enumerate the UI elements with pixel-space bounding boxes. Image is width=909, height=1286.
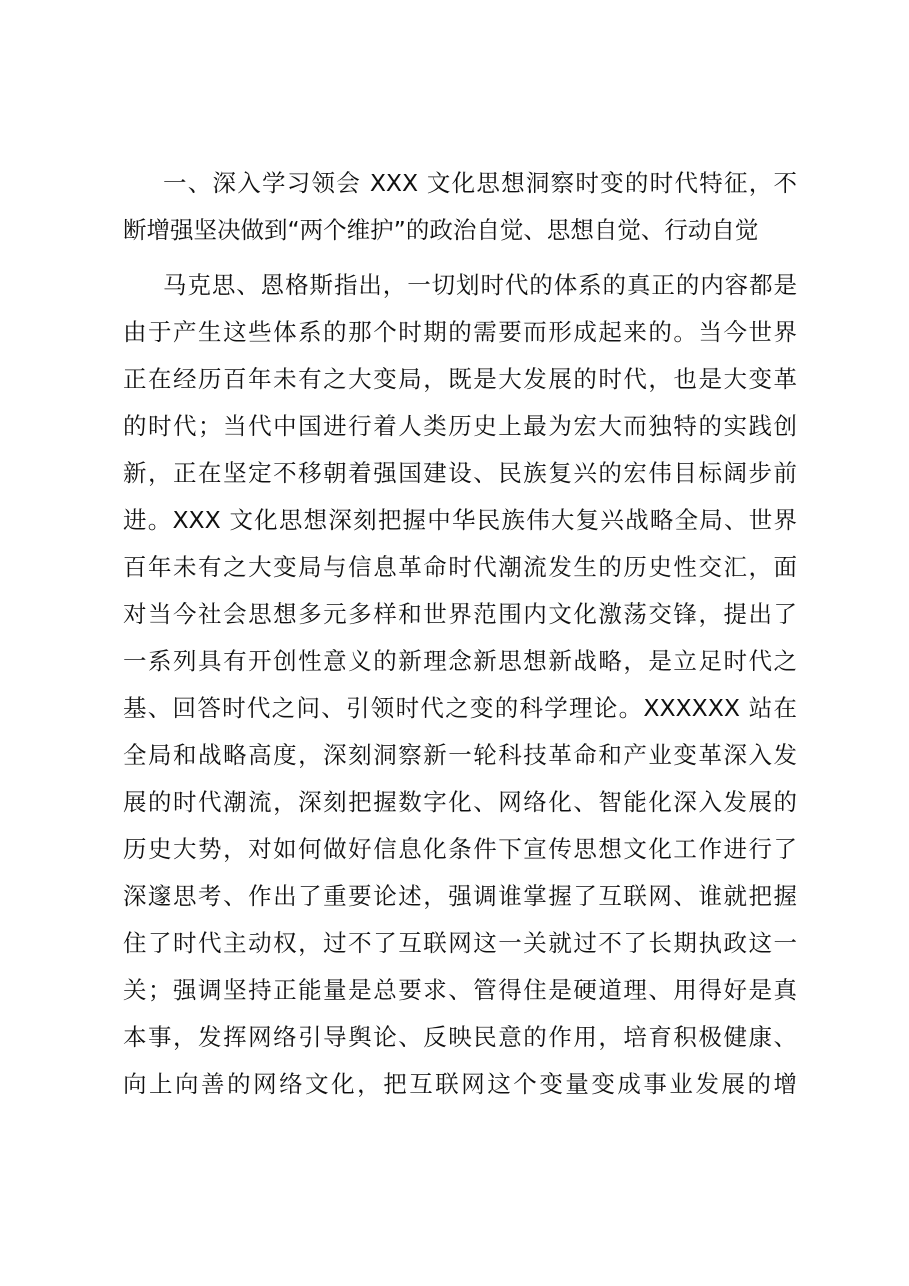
paragraph-line-5: 新，正在坚定不移朝着强国建设、民族复兴的宏伟目标阔步前	[123, 459, 797, 487]
paragraph-line-14: 深邃思考、作出了重要论述，强调谁掌握了互联网、谁就把握	[123, 882, 797, 910]
heading-line-2: 断增强坚决做到“两个维护”的政治自觉、思想自觉、行动自觉	[123, 216, 759, 244]
paragraph-line-17: 本事，发挥网络引导舆论、反映民意的作用，培育积极健康、	[123, 1023, 797, 1051]
paragraph-line-1: 马克思、恩格斯指出，一切划时代的体系的真正的内容都是	[163, 271, 797, 299]
paragraph-line-10: 基、回答时代之问、引领时代之变的科学理论。XXXXXX 站在	[123, 694, 797, 722]
paragraph-line-4: 的时代；当代中国进行着人类历史上最为宏大而独特的实践创	[123, 412, 797, 440]
paragraph-line-18: 向上向善的网络文化，把互联网这个变量变成事业发展的增	[123, 1070, 797, 1098]
paragraph-line-3: 正在经历百年未有之大变局，既是大发展的时代，也是大变革	[123, 365, 797, 393]
paragraph-line-6: 进。XXX 文化思想深刻把握中华民族伟大复兴战略全局、世界	[123, 506, 797, 534]
paragraph-line-8: 对当今社会思想多元多样和世界范围内文化激荡交锋，提出了	[123, 600, 797, 628]
paragraph-line-11: 全局和战略高度，深刻洞察新一轮科技革命和产业变革深入发	[123, 741, 797, 769]
paragraph-line-9: 一系列具有开创性意义的新理念新思想新战略，是立足时代之	[123, 647, 797, 675]
paragraph-line-13: 历史大势，对如何做好信息化条件下宣传思想文化工作进行了	[123, 835, 797, 863]
paragraph-line-12: 展的时代潮流，深刻把握数字化、网络化、智能化深入发展的	[123, 788, 797, 816]
paragraph-line-2: 由于产生这些体系的那个时期的需要而形成起来的。当今世界	[123, 318, 797, 346]
paragraph-line-7: 百年未有之大变局与信息革命时代潮流发生的历史性交汇，面	[123, 553, 797, 581]
paragraph-line-15: 住了时代主动权，过不了互联网这一关就过不了长期执政这一	[123, 929, 797, 957]
heading-line-1: 一、深入学习领会 XXX 文化思想洞察时变的时代特征，不	[163, 169, 797, 197]
paragraph-line-16: 关；强调坚持正能量是总要求、管得住是硬道理、用得好是真	[123, 976, 797, 1004]
